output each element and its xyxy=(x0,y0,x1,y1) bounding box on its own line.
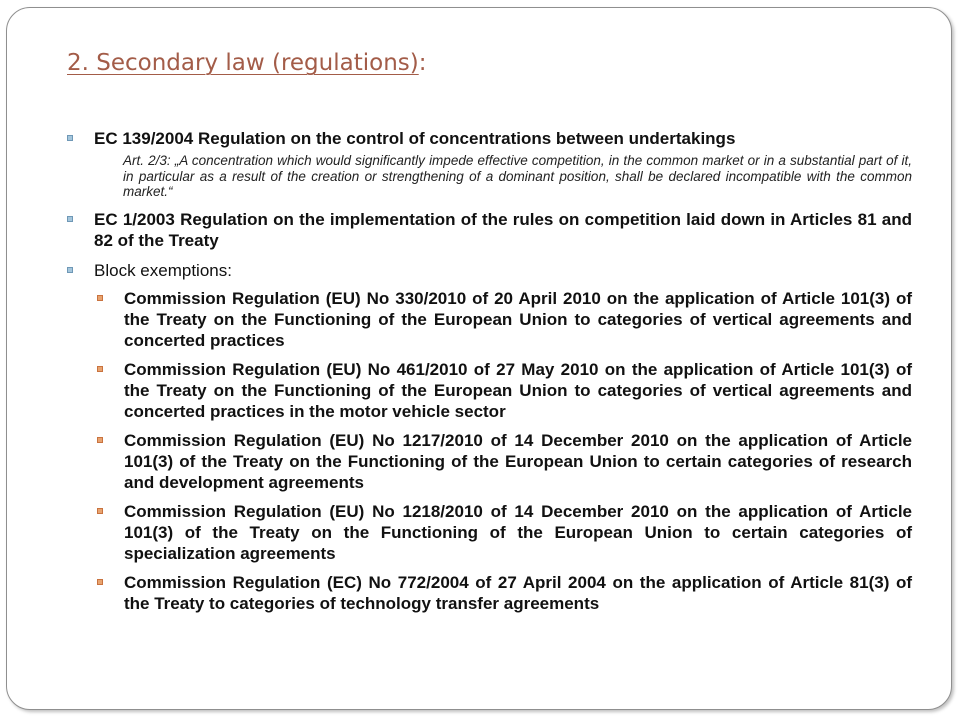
square-bullet-icon xyxy=(97,579,103,585)
square-bullet-icon xyxy=(97,508,103,514)
bullet-item-block-exemptions xyxy=(67,260,912,281)
sub-bullet-item xyxy=(97,501,912,564)
sub-bullet-text: Commission Regulation (EC) No 772/2004 of 27 April 2004 on the application of Article 81(3) of the Treaty to categories of technology transfer agreements xyxy=(124,572,912,613)
slide-title xyxy=(67,50,426,76)
bullet-text: EC 139/2004 Regulation on the control of concentrations between undertakings xyxy=(94,129,736,148)
slide-title-text: 2. Secondary law (regulations) xyxy=(67,50,419,76)
bullet-text: Block exemptions: xyxy=(94,260,232,280)
square-bullet-icon xyxy=(97,437,103,443)
square-bullet-icon xyxy=(67,267,73,273)
sub-bullet-item xyxy=(97,430,912,493)
sub-bullet-text: Commission Regulation (EU) No 461/2010 of 27 May 2010 on the application of Article 101(3) of the Treaty on the Functioning of the European Union to categories of vertical agreements and concerted practices in the motor vehicle sector xyxy=(124,359,912,421)
article-quote: Art. 2/3: „A concentration which would significantly impede effective competition, in the common market or in a substantial part of it, in particular as a result of the creation or strengthening of a dominant position, shall be declared incompatible with the common market.“ xyxy=(123,153,912,199)
sub-bullet-text: Commission Regulation (EU) No 330/2010 of 20 April 2010 on the application of Article 101(3) of the Treaty on the Functioning of the European Union to categories of vertical agreements and concerted practices xyxy=(124,288,912,350)
square-bullet-icon xyxy=(97,366,103,372)
block-exemptions-list xyxy=(97,288,912,614)
sub-bullet-text: Commission Regulation (EU) No 1218/2010 of 14 December 2010 on the application of Article 101(3) of the Treaty on the Functioning of the European Union to certain categories of specialization agreements xyxy=(124,501,912,563)
bullet-item-ec-139-2004 xyxy=(67,128,912,149)
bullet-list xyxy=(67,128,912,614)
slide-title-colon: : xyxy=(418,50,427,76)
sub-bullet-text: Commission Regulation (EU) No 1217/2010 of 14 December 2010 on the application of Article 101(3) of the Treaty on the Functioning of the European Union to certain categories of research and development agreements xyxy=(124,430,912,492)
sub-bullet-item xyxy=(97,572,912,614)
bullet-item-ec-1-2003 xyxy=(67,209,912,251)
bullet-text: EC 1/2003 Regulation on the implementation of the rules on competition laid down in Articles 81 and 82 of the Treaty xyxy=(94,209,912,250)
square-bullet-icon xyxy=(67,216,73,222)
square-bullet-icon xyxy=(67,135,73,141)
slide-frame xyxy=(6,7,952,710)
square-bullet-icon xyxy=(97,295,103,301)
sub-bullet-item xyxy=(97,359,912,422)
sub-bullet-item xyxy=(97,288,912,351)
